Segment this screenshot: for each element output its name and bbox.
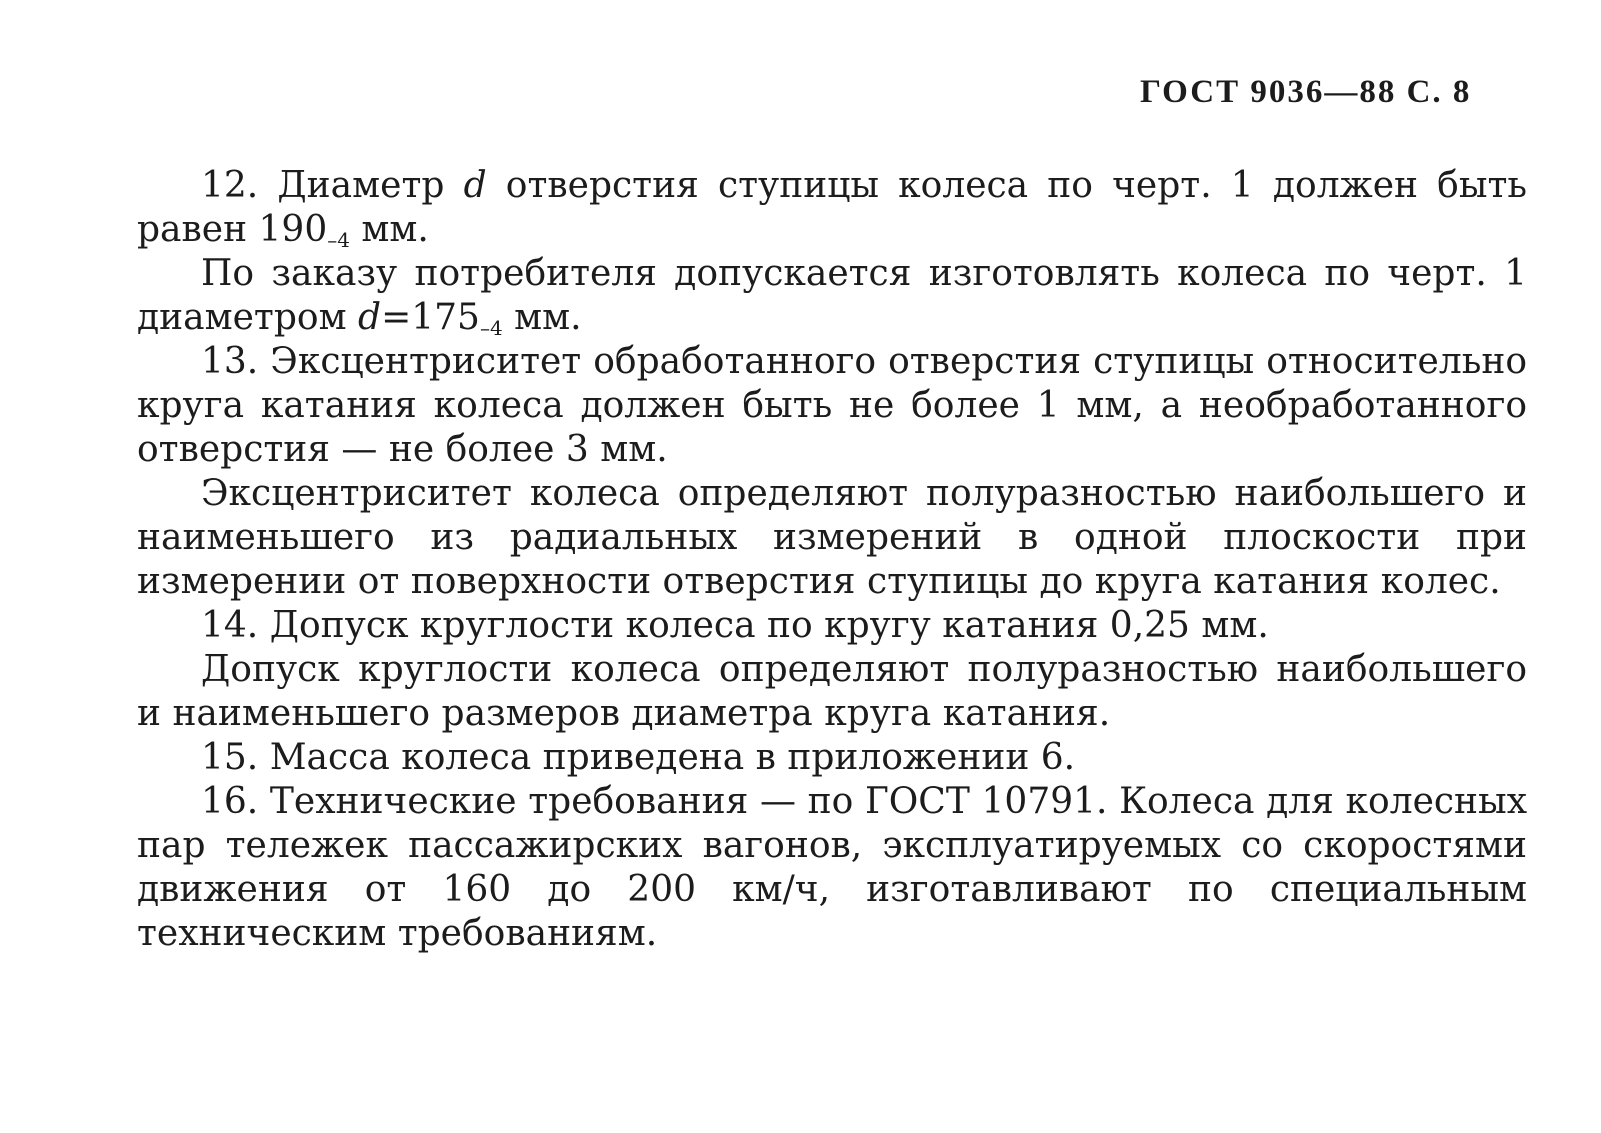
paragraph-12-order xyxy=(137,252,1527,340)
paragraph-12-unit: мм. xyxy=(349,209,429,250)
paragraph-15: 15. Масса колеса приведена в приложении 6. xyxy=(201,737,1076,778)
diameter-symbol: d xyxy=(358,297,382,338)
diameter-value: =175 xyxy=(381,297,480,338)
tolerance-subscript: –4 xyxy=(479,316,503,340)
page-number: С. 8 xyxy=(1406,74,1472,110)
paragraph-14: 14. Допуск круглости колеса по кругу катания 0,25 мм. xyxy=(201,605,1269,646)
paragraph-13: 13. Эксцентриситет обработанного отверстия ступицы относительно круга катания колеса должен быть не более 1 мм, а необработанного отверстия — не более 3 мм. xyxy=(137,341,1527,470)
page-header xyxy=(1140,74,1540,111)
tolerance-subscript: –4 xyxy=(327,228,350,252)
document-body xyxy=(137,164,1527,956)
paragraph-12b-text-start: По заказу потребителя допускается изготовлять колеса по черт. 1 диаметром xyxy=(137,253,1527,338)
paragraph-12 xyxy=(137,164,1527,252)
standard-number: ГОСТ 9036—88 xyxy=(1140,74,1397,110)
paragraph-12-text-middle: отверстия ступицы колеса по черт. 1 должен быть равен 190 xyxy=(137,165,1527,250)
paragraph-13-method: Эксцентриситет колеса определяют полуразностью наибольшего и наименьшего из радиальных измерений в одной плоскости при измерении от поверхности отверстия ступицы до круга катания колес. xyxy=(137,473,1527,602)
paragraph-14-method: Допуск круглости колеса определяют полуразностью наибольшего и наименьшего размеров диаметра круга катания. xyxy=(137,649,1527,734)
paragraph-16: 16. Технические требования — по ГОСТ 10791. Колеса для колесных пар тележек пассажирских вагонов, эксплуатируемых со скоростями движения от 160 до 200 км/ч, изготавливают по специальным техническим требованиям. xyxy=(137,781,1527,954)
paragraph-12-text-start: 12. Диаметр xyxy=(201,165,464,206)
diameter-symbol: d xyxy=(463,165,487,206)
paragraph-12b-unit: мм. xyxy=(502,297,582,338)
